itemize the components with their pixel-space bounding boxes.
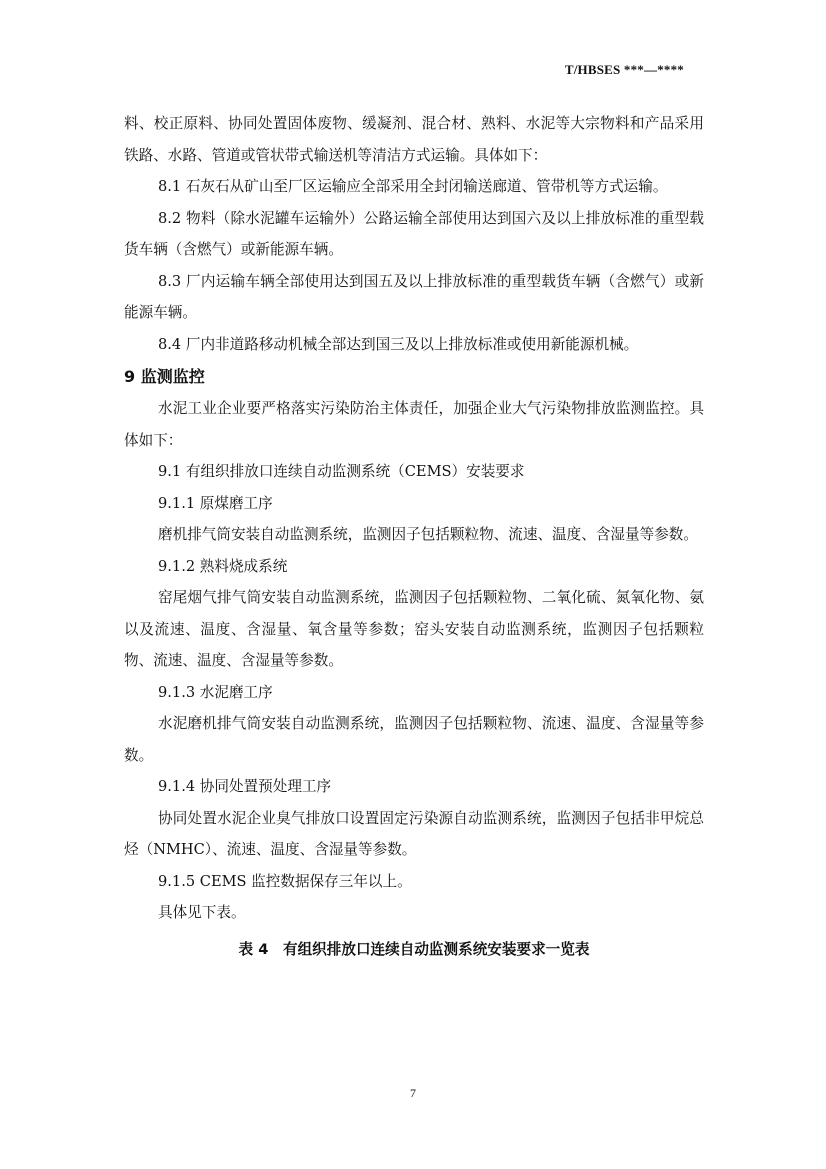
section-heading-9: 9 监测监控 (124, 367, 205, 386)
clause-9-1-5: 9.1.5 CEMS 监控数据保存三年以上。 (158, 872, 412, 890)
paragraph-coal-mill: 磨机排气筒安装自动监测系统，监测因子包括颗粒物、流速、温度、含湿量等参数。 (158, 526, 698, 543)
paragraph-monitoring-intro: 水泥工业企业要严格落实污染防治主体责任，加强企业大气污染物排放监测监控。具体如下： (124, 400, 704, 449)
clause-9-1-2: 9.1.2 熟料烧成系统 (158, 557, 288, 575)
paragraph-clinker-system: 窑尾烟气排气筒安装自动监测系统，监测因子包括颗粒物、二氧化硫、氮氧化物、氨以及流速、温度、含湿量、氧含量等参数；窑头安装自动监测系统，监测因子包括颗粒物、流速、温度、含湿量等参数。 (124, 589, 704, 669)
paragraph-transport-intro: 料、校正原料、协同处置固体废物、缓凝剂、混合材、熟料、水泥等大宗物料和产品采用铁路、水路、管道或管状带式输送机等清洁方式运输。具体如下： (124, 115, 704, 164)
document-code: T/HBSES ***—**** (564, 62, 684, 77)
document-body (124, 108, 704, 965)
clause-9-1: 9.1 有组织排放口连续自动监测系统（CEMS）安装要求 (158, 463, 525, 480)
paragraph-cement-mill: 水泥磨机排气筒安装自动监测系统，监测因子包括颗粒物、流速、温度、含湿量等参数。 (124, 715, 704, 764)
clause-8-2: 8.2 物料（除水泥罐车运输外）公路运输全部使用达到国六及以上排放标准的重型载货车辆（含燃气）或新能源车辆。 (124, 209, 704, 258)
table-caption: 表 4 有组织排放口连续自动监测系统安装要求一览表 (238, 940, 590, 958)
clause-9-1-1: 9.1.1 原煤磨工序 (158, 494, 273, 512)
clause-8-4: 8.4 厂内非道路移动机械全部达到国三及以上排放标准或使用新能源机械。 (158, 335, 639, 353)
clause-9-1-4: 9.1.4 协同处置预处理工序 (158, 778, 332, 795)
clause-8-3: 8.3 厂内运输车辆全部使用达到国五及以上排放标准的重型载货车辆（含燃气）或新能源车辆。 (124, 272, 704, 321)
paragraph-co-processing: 协同处置水泥企业臭气排放口设置固定污染源自动监测系统，监测因子包括非甲烷总烃（NMHC）、流速、温度、含湿量等参数。 (124, 809, 704, 858)
paragraph-see-table: 具体见下表。 (158, 904, 246, 921)
clause-9-1-3: 9.1.3 水泥磨工序 (158, 683, 273, 701)
clause-8-1: 8.1 石灰石从矿山至厂区运输应全部采用全封闭输送廊道、管带机等方式运输。 (158, 178, 668, 195)
page-number: 7 (410, 1086, 416, 1100)
